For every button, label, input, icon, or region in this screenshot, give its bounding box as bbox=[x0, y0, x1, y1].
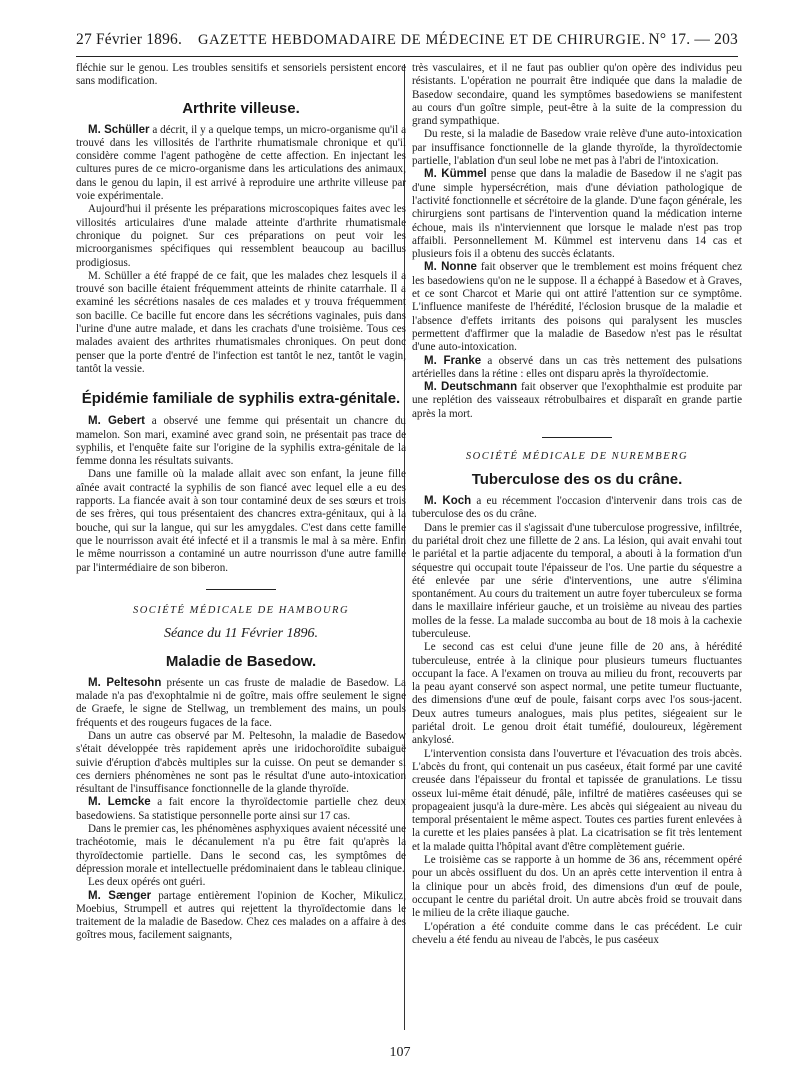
paragraph: Dans un autre cas observé par M. Peltesohn, la maladie de Basedow s'était développée très rapidement après une iridochoroïdite subaiguë suivie d'éruption d'abcès multiples sur la cuisse. On peut se demander si ces derniers phénomènes ne sont pas le résultat d'une auto-intoxication résultant de l'insuffisance fonctionnelle de la glande thyroïde. bbox=[76, 729, 406, 796]
paragraph: M. Kümmel pense que dans la maladie de Basedow il ne s'agit pas d'une simple hypersécrétion, mais d'une déviation pathologique de l'activité fonctionnelle et sécrétoire de la glande. D'une façon générale, les chirurgiens sont partisans de l'intervention quand la médication interne échoue, mais ils n'interviennent que lorsque le malade n'est pas trop affaibli. Personnellement M. Kümmel est intervenu dans 14 cas et plusieurs fois il a obtenu des succès éclatants. bbox=[412, 168, 742, 261]
paragraph: Du reste, si la maladie de Basedow vraie relève d'une auto-intoxication par insuffisance fonctionnelle de la glande thyroïde, la thyroïdectomie partielle, l'ablation d'un seul lobe ne met pas à l'abri de l'intoxication. bbox=[412, 128, 742, 168]
paragraph: M. Gebert a observé une femme qui présentait un chancre du mamelon. Son mari, examiné avec grand soin, ne présentait pas trace de syphilis, et l'enquête faite sur l'origine de la syphilis extra-génitale de la femme donna les résultats suivants. bbox=[76, 415, 406, 468]
section-divider bbox=[206, 589, 276, 590]
section-heading-arthrite: Arthrite villeuse. bbox=[182, 99, 300, 117]
paragraph: Le troisième cas se rapporte à un homme de 36 ans, récemment opéré pour un abcès ossifluent du dos. Un an après cette intervention il entra à la clinique pour un abcès froid, des dimensions d'un œuf de poule, occupant le centre du pariétal droit. Un autre abcès froid se trouvait dans le milieu de la crête iliaque gauche. bbox=[412, 854, 742, 920]
paragraph: M. Nonne fait observer que le tremblement est moins fréquent chez les basedowiens qu'on ne le suppose. Il a échappé à Basedow et à Graves, et ce sont Charcot et Marie qui ont attiré l'attention sur ce symptôme. L'influence manifeste de l'hérédité, l'éclosion brusque de la maladie et l'absence d'effets irritants des poisons qui paralysent les muscles permettent d'affirmer que la maladie de Basedow n'est pas le résultat d'une auto-intoxication. bbox=[412, 261, 743, 354]
running-head bbox=[76, 30, 738, 50]
header-rule bbox=[76, 56, 738, 57]
journal-title: GAZETTE HEBDOMADAIRE DE MÉDECINE ET DE CHIRURGIE. bbox=[198, 32, 646, 48]
speaker-name: M. Lemcke bbox=[88, 796, 151, 809]
paragraph: Dans le premier cas, les phénomènes asphyxiques avaient nécessité une trachéotomie, mais le décanulement n'a pu être fait qu'après la thyroïdectomie partielle. Dans le second cas, les symptômes de dépression morale et intellectuelle prédominaient dans le tableau clinique. bbox=[76, 823, 406, 875]
paragraph: Le second cas est celui d'une jeune fille de 20 ans, à hérédité tuberculeuse, entrée à la clinique pour plusieurs tumeurs fluctuantes occupant la face. A l'examen on trouva au milieu du front, recouverts par la peau ayant conservé son aspect normal, une petite tumeur fluctuante, des dimensions d'une œuf de poule, faisant corps avec l'os sous-jacent. Deux autres tumeurs analogues, mais plus petites, siégeaient sur le pariétal droit. Le genou droit était tuméfié, douloureux, légèrement ankylosé. bbox=[412, 641, 742, 747]
speaker-name: M. Koch bbox=[424, 495, 472, 508]
speaker-name: M. Franke bbox=[424, 354, 482, 367]
paragraph: M. Deutschmann fait observer que l'exophthalmie est produite par une replétion des vaisseaux rétrobulbaires et disparaît en grande partie après la mort. bbox=[412, 381, 742, 420]
paragraph: M. Lemcke a fait encore la thyroïdectomie partielle chez deux basedowiens. Sa statistique personnelle porte ainsi sur 17 cas. bbox=[76, 796, 406, 822]
right-column bbox=[412, 62, 742, 947]
paragraph: M. Sænger partage entièrement l'opinion de Kocher, Mikulicz, Moebius, Strumpell et autres qui rejettent la thyroïdectomie dans le traitement de la maladie de Basedow. Chez ces malades on a affaire à des goîtres mous, facilement saignants, bbox=[76, 889, 406, 942]
paragraph: M. Franke a observé dans un cas très nettement des pulsations artérielles dans la rétine : elles ont disparu après la thyroïdectomie. bbox=[412, 354, 742, 380]
issue-number: N° 17. — 203 bbox=[648, 31, 738, 48]
paragraph: Dans une famille où la malade allait avec son enfant, la jeune fille aînée avait contracté la syphilis de son fiancé avec lequel elle a eu des rapports. La fiancée avait à son tour contaminé deux de ses sœurs et trois de ses frères, qui tous présentaient des chancres extra-génitaux, qui à la bouche, qui sur la langue, qui sur les amygdales. C'est dans cette famille que le nourrisson avait été infecté et il a transmis le mal à sa mère. Enfin le même nourrisson a contaminé un autre nourrisson d'une autre famille par l'intermédiaire de son biberon. bbox=[76, 468, 406, 574]
speaker-name: M. Nonne bbox=[424, 261, 477, 274]
speaker-name: M. Peltesohn bbox=[88, 676, 162, 689]
continued-paragraph: fléchie sur le genou. Les troubles sensitifs et sensoriels persistent encore sans modification. bbox=[76, 62, 406, 88]
society-name-hambourg: SOCIÉTÉ MÉDICALE DE HAMBOURG bbox=[132, 604, 350, 616]
society-name-nuremberg: SOCIÉTÉ MÉDICALE DE NUREMBERG bbox=[465, 451, 689, 463]
speaker-name: M. Gebert bbox=[88, 415, 146, 428]
section-heading-epidemie: Épidémie familiale de syphilis extra-génitale. bbox=[81, 390, 401, 408]
paragraph: M. Peltesohn présente un cas fruste de maladie de Basedow. La malade n'a pas d'exophtalmie ni de goître, mais offre seulement le signe de Graefe, le signe de Stellwag, un tremblement des mains, un pouls fréquents et des rougeurs fugaces de la face. bbox=[76, 676, 406, 729]
speaker-name: M. Kümmel bbox=[424, 168, 487, 181]
left-column bbox=[76, 62, 406, 943]
paragraph: L'opération a été conduite comme dans le cas précédent. Le cuir chevelu a été fendu au niveau de l'abcès, le pus caséeux bbox=[412, 920, 742, 946]
section-heading-basedow: Maladie de Basedow. bbox=[165, 652, 317, 670]
paragraph: Aujourd'hui il présente les préparations microscopiques faites avec les villosités articulaires d'une malade atteinte d'arthrite rhumatismale chronique du poignet. Sur ces préparations on peut voir les microorganismes spécifiques qui ressemblent beaucoup au bacillus prodigiosus. bbox=[76, 203, 406, 269]
section-divider bbox=[542, 437, 612, 438]
paragraph: M. Schüller a décrit, il y a quelque temps, un micro-organisme qu'il a trouvé dans les villosités de l'arthrite rhumatismale chronique et qu'il considère comme l'agent pathogène de cette affection. En injectant les cultures pures de ce micro-organisme dans les articulations des animaux, dans le genou du lapin, il est arrivé à reproduire une arthrite villeuse par voie expérimentale. bbox=[76, 123, 406, 203]
page-number: 107 bbox=[389, 1045, 411, 1060]
speaker-name: M. Schüller bbox=[88, 123, 150, 136]
session-date: Séance du 11 Février 1896. bbox=[163, 625, 319, 641]
paragraph: M. Koch a eu récemment l'occasion d'intervenir dans trois cas de tuberculose des os du crâne. bbox=[412, 495, 742, 521]
speaker-name: M. Sænger bbox=[88, 889, 152, 902]
paragraph: Les deux opérés ont guéri. bbox=[88, 876, 206, 889]
continued-paragraph: très vasculaires, et il ne faut pas oublier qu'on opère des individus peu résistants. L'opération ne pourrait être indiquée que dans la maladie de Basedow secondaire, quand les symptômes basedowiens se manifestent au cours d'un goître simple, peut-être à la suite de la compression du grand sympathique. bbox=[412, 62, 742, 128]
paragraph: M. Schüller a été frappé de ce fait, que les malades chez lesquels il a trouvé son bacille étaient fréquemment atteints de rhinite catarrhale. Il a examiné les sécrétions nasales de ces malades et y trouva fréquemment son bacille. Ce bacille fut encore dans les sécrétions vaginales, puis dans l'urine d'une autre malade, et dans les crachats d'une troisième. Tous ces malades avaient des arthrites rhumatismales chroniques. On peut donc penser que la porte d'entré de l'infection est tantôt le nez, tantôt le vagin, tantôt la vessie. bbox=[76, 269, 406, 375]
issue-date: 27 Février 1896. bbox=[76, 31, 183, 48]
paragraph: Dans le premier cas il s'agissait d'une tuberculose progressive, infiltrée, du pariétal droit chez une fillette de 2 ans. La lésion, qui avait envahi tout le pariétal et la partie adjacente du temporal, a abouti à la formation d'un séquestre qui occupait toute l'épaisseur de l'os. Une partie du séquestre a été enlevée par une série d'interventions, une autre s'élimina spontanément. Au cours du traitement un autre foyer tuberculeux se forma dans le maxillaire inférieur gauche, et un troisième au niveau des parties molles de la fesse. La malade succomba au bout de 18 mois à la cachexie tuberculeuse. bbox=[412, 521, 742, 640]
section-heading-tuberculose: Tuberculose des os du crâne. bbox=[471, 471, 683, 489]
speaker-name: M. Deutschmann bbox=[424, 381, 518, 394]
paragraph: L'intervention consista dans l'ouverture et l'évacuation des trois abcès. L'abcès du front, qui contenait un pus caséeux, était formé par une cavité creusée dans l'épaisseur du frontal et tapissée de granulations. Le tissu osseux lui-même était dénudé, pâle, infiltré de matières caséeuses qui se propageaient jusqu'à la dure-mère. Les abcès qui siégeaient au niveau du temporal présentaient le même aspect. Toutes ces parties furent enlevées à la curette et les plaies pansées à plat. La cicatrisation se fit très lentement et la malade quitta l'hôpital avant d'être complètement guérie. bbox=[412, 747, 742, 853]
